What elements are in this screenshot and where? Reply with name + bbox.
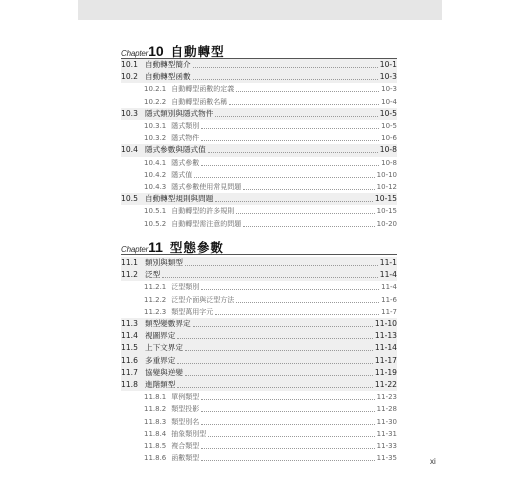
section-title: 泛型介面與泛型方法 [171, 295, 235, 304]
toc-subsection-row [121, 169, 397, 181]
section-number: 11.8.4 [144, 429, 167, 438]
page-ref: 11-23 [376, 393, 397, 402]
toc-subsection-row [121, 415, 397, 427]
dot-leader [185, 374, 373, 376]
page-ref: 10-5 [381, 122, 397, 131]
chapter-prefix: Chapter [121, 245, 149, 254]
toc-subsection-row [121, 83, 397, 95]
page-ref: 11-13 [374, 331, 397, 341]
section-number: 10.4.1 [144, 158, 167, 167]
toc-subsection-row [121, 440, 397, 452]
page-ref: 10-3 [381, 85, 397, 94]
toc-section-row [121, 318, 397, 330]
page-ref: 10-5 [379, 108, 397, 118]
toc-subsection-row [121, 181, 397, 193]
toc-subsection-row [121, 294, 397, 306]
page-ref: 11-17 [374, 355, 397, 365]
toc-section-row [121, 108, 397, 120]
section-title: 泛型 [145, 270, 161, 280]
section-title: 自動轉型簡介 [145, 60, 191, 70]
dot-leader [201, 459, 374, 461]
dot-leader [201, 447, 374, 449]
section-title: 類型變數界定 [145, 319, 191, 329]
page-ref: 11-28 [376, 405, 397, 414]
section-number: 10.2 [121, 72, 138, 82]
page-ref: 11-33 [376, 441, 397, 450]
section-number: 10.3 [121, 108, 138, 118]
toc-subsection-row [121, 96, 397, 108]
toc-subsection-row [121, 205, 397, 217]
toc-subsection-row [121, 306, 397, 318]
section-number: 11.7 [121, 367, 138, 377]
section-number: 10.5 [121, 194, 138, 204]
section-title: 隱式值 [171, 170, 193, 179]
toc-subsection-row [121, 120, 397, 132]
section-number: 11.2.3 [144, 307, 167, 316]
section-number: 11.8.3 [144, 417, 167, 426]
section-title: 函數類型 [171, 454, 200, 463]
page-ref: 11-4 [381, 283, 397, 292]
dot-leader [215, 313, 379, 315]
dot-leader [201, 127, 379, 129]
page-ref: 10-1 [379, 60, 397, 70]
dot-leader [194, 176, 374, 178]
page-ref: 11-6 [381, 295, 397, 304]
toc-section-row [121, 59, 397, 71]
section-number: 11.3 [121, 319, 138, 329]
toc-subsection-row [121, 281, 397, 293]
section-title: 隱式物件 [171, 134, 200, 143]
page-ref: 11-31 [376, 429, 397, 438]
section-number: 10.5.2 [144, 219, 167, 228]
toc-list [121, 257, 397, 464]
section-number: 11.2.2 [144, 295, 167, 304]
section-number: 11.4 [121, 331, 138, 341]
chapter-title: 型態參數 [169, 240, 224, 255]
toc-subsection-row [121, 428, 397, 440]
top-gray-bar [78, 0, 442, 20]
page-ref: 11-14 [374, 343, 397, 353]
section-title: 類型投影 [171, 405, 200, 414]
section-number: 11.6 [121, 355, 138, 365]
section-number: 11.8.5 [144, 441, 167, 450]
section-title: 隱式參數使用常見問題 [171, 182, 242, 191]
section-title: 自動轉型規則與問題 [145, 194, 214, 204]
section-title: 類別與類型 [145, 258, 183, 268]
dot-leader [177, 337, 373, 339]
toc-section-row [121, 257, 397, 269]
section-number: 11.8.1 [144, 393, 167, 402]
toc-section-row [121, 193, 397, 205]
section-number: 11.8.2 [144, 405, 167, 414]
dot-leader [185, 349, 373, 351]
toc-section-row [121, 71, 397, 83]
dot-leader [193, 325, 373, 327]
page-ref: 10-8 [381, 158, 397, 167]
dot-leader [215, 115, 377, 117]
page-ref: 11-10 [374, 319, 397, 329]
section-number: 11.2.1 [144, 283, 167, 292]
section-title: 視圖界定 [145, 331, 176, 341]
dot-leader [201, 410, 374, 412]
dot-leader [215, 200, 373, 202]
page-ref: 10-20 [376, 219, 397, 228]
chapter-prefix: Chapter [121, 49, 149, 58]
section-title: 類型萬用字元 [171, 307, 214, 316]
page-ref: 11-1 [379, 258, 397, 268]
page-ref: 11-30 [376, 417, 397, 426]
toc-subsection-row [121, 217, 397, 229]
page-ref: 10-4 [381, 97, 397, 106]
section-title: 進階類型 [145, 379, 176, 389]
section-number: 10.4.3 [144, 182, 167, 191]
toc-subsection-row [121, 452, 397, 464]
dot-leader [201, 164, 379, 166]
dot-leader [229, 103, 379, 105]
section-title: 隱式參數與隱式值 [145, 145, 206, 155]
section-title: 自動轉型函數名稱 [171, 97, 228, 106]
page-number: xi [430, 457, 436, 466]
page-ref: 10-12 [376, 182, 397, 191]
page-ref: 10-10 [376, 170, 397, 179]
dot-leader [177, 362, 373, 364]
page-ref: 11-35 [376, 454, 397, 463]
toc-section-row [121, 379, 397, 391]
section-title: 自動轉型的許多規則 [171, 207, 235, 216]
dot-leader [201, 139, 379, 141]
chapter-number: 11 [148, 239, 163, 255]
chapter-number: 10 [148, 43, 164, 59]
section-number: 10.2.1 [144, 85, 167, 94]
dot-leader [208, 435, 374, 437]
page-ref: 10-6 [381, 134, 397, 143]
section-title: 複合類型 [171, 441, 200, 450]
section-number: 10.4 [121, 145, 138, 155]
dot-leader [236, 90, 379, 92]
page-ref: 11-22 [374, 379, 397, 389]
toc-section-row [121, 330, 397, 342]
dot-leader [236, 212, 374, 214]
page-ref: 10-8 [379, 145, 397, 155]
section-title: 自動轉型需注意的問題 [171, 219, 242, 228]
dot-leader [236, 301, 379, 303]
section-title: 隱式參數 [171, 158, 200, 167]
section-number: 11.8.6 [144, 454, 167, 463]
toc-list [121, 59, 397, 230]
page-ref: 11-19 [374, 367, 397, 377]
dot-leader [243, 225, 374, 227]
section-title: 隱式類別 [171, 122, 200, 131]
section-title: 協變與逆變 [145, 367, 183, 377]
section-number: 10.4.2 [144, 170, 167, 179]
section-number: 10.3.2 [144, 134, 167, 143]
dot-leader [193, 66, 378, 68]
section-title: 單例類型 [171, 393, 200, 402]
page-ref: 11-7 [381, 307, 397, 316]
dot-leader [177, 386, 373, 388]
section-number: 11.1 [121, 258, 138, 268]
chapter-title: 自動轉型 [170, 44, 225, 59]
page-ref: 10-3 [379, 72, 397, 82]
toc-section-row [121, 367, 397, 379]
dot-leader [162, 276, 378, 278]
toc-section-row [121, 355, 397, 367]
section-title: 自動轉型函數 [145, 72, 191, 82]
dot-leader [201, 423, 374, 425]
dot-leader [185, 264, 378, 266]
dot-leader [243, 188, 374, 190]
toc-section-row [121, 269, 397, 281]
toc-subsection-row [121, 403, 397, 415]
section-title: 自動轉型函數的定義 [171, 85, 235, 94]
page-ref: 10-15 [376, 207, 397, 216]
section-number: 10.2.2 [144, 97, 167, 106]
section-title: 多重界定 [145, 355, 176, 365]
chapter-divider [121, 254, 397, 255]
toc-subsection-row [121, 391, 397, 403]
section-number: 11.8 [121, 379, 138, 389]
section-number: 11.2 [121, 270, 138, 280]
page-ref: 11-4 [379, 270, 397, 280]
dot-leader [193, 78, 378, 80]
dot-leader [208, 151, 378, 153]
section-number: 10.5.1 [144, 207, 167, 216]
section-title: 類型別名 [171, 417, 200, 426]
page-ref: 10-15 [374, 194, 397, 204]
section-title: 泛型類別 [171, 283, 200, 292]
dot-leader [201, 288, 379, 290]
section-number: 10.1 [121, 60, 138, 70]
section-title: 上下文界定 [145, 343, 183, 353]
section-title: 抽象類別型 [171, 429, 207, 438]
section-number: 10.3.1 [144, 122, 167, 131]
toc-subsection-row [121, 157, 397, 169]
toc-subsection-row [121, 132, 397, 144]
toc-section-row [121, 342, 397, 354]
toc-section-row [121, 144, 397, 156]
dot-leader [201, 398, 374, 400]
section-title: 隱式類別與隱式物件 [145, 108, 214, 118]
section-number: 11.5 [121, 343, 138, 353]
